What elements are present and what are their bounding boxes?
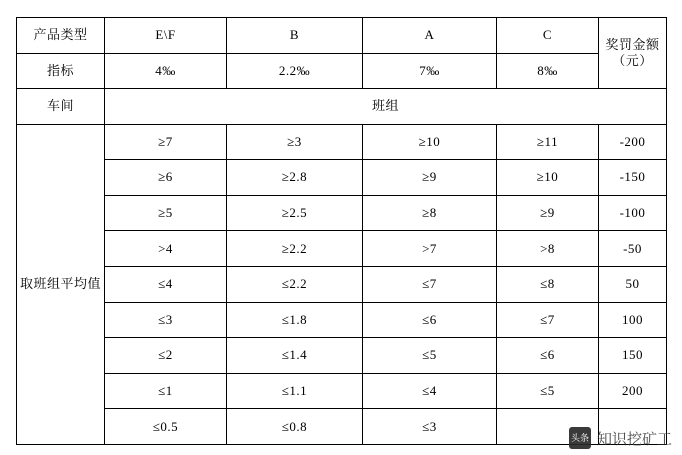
team-average-label: 取班组平均值: [17, 124, 105, 444]
cell-a: ≥8: [363, 195, 497, 231]
workshop-label: 车间: [17, 89, 105, 125]
cell-ef: ≥6: [105, 160, 227, 196]
cell-amount: -100: [599, 195, 667, 231]
table-row: [17, 231, 667, 267]
cell-c: ≤5: [497, 373, 599, 409]
cell-ef: ≥7: [105, 124, 227, 160]
cell-b: ≤2.2: [227, 267, 363, 303]
cell-b: ≤1.8: [227, 302, 363, 338]
indicator-value-a: 7‰: [363, 53, 497, 89]
cell-c: ≤8: [497, 267, 599, 303]
table-row: [17, 18, 667, 54]
cell-ef: ≤3: [105, 302, 227, 338]
cell-a: ≤4: [363, 373, 497, 409]
logo-text: 头条: [570, 433, 589, 443]
watermark: [569, 427, 672, 449]
table-row: [17, 89, 667, 125]
cell-c: ≤6: [497, 338, 599, 374]
table-row: [17, 373, 667, 409]
cell-b: ≥2.2: [227, 231, 363, 267]
cell-a: ≥10: [363, 124, 497, 160]
cell-c: >8: [497, 231, 599, 267]
cell-amount: 200: [599, 373, 667, 409]
reward-penalty-table: [16, 17, 667, 445]
cell-amount: -50: [599, 231, 667, 267]
table-container: [16, 17, 666, 445]
cell-amount: -200: [599, 124, 667, 160]
cell-b: ≤0.8: [227, 409, 363, 445]
reward-amount-header: 奖罚金额（元）: [599, 18, 667, 89]
column-header-c: C: [497, 18, 599, 54]
column-header-a: A: [363, 18, 497, 54]
cell-amount: 50: [599, 267, 667, 303]
table-row: [17, 160, 667, 196]
cell-c: ≥10: [497, 160, 599, 196]
watermark-text: 知识挖矿工: [596, 430, 672, 448]
toutiao-logo-icon: [569, 427, 591, 449]
table-row: [17, 195, 667, 231]
cell-amount: 150: [599, 338, 667, 374]
cell-b: ≥2.8: [227, 160, 363, 196]
cell-ef: ≤4: [105, 267, 227, 303]
table-row: [17, 302, 667, 338]
indicator-value-c: 8‰: [497, 53, 599, 89]
team-merged-cell: 班组: [105, 89, 667, 125]
column-header-b: B: [227, 18, 363, 54]
cell-a: ≤5: [363, 338, 497, 374]
cell-b: ≥3: [227, 124, 363, 160]
cell-a: >7: [363, 231, 497, 267]
cell-ef: ≤1: [105, 373, 227, 409]
cell-b: ≤1.1: [227, 373, 363, 409]
cell-c: ≥9: [497, 195, 599, 231]
cell-ef: >4: [105, 231, 227, 267]
cell-amount: -150: [599, 160, 667, 196]
cell-c: ≥11: [497, 124, 599, 160]
cell-a: ≥9: [363, 160, 497, 196]
column-header-ef: E\F: [105, 18, 227, 54]
table-row: [17, 124, 667, 160]
cell-a: ≤6: [363, 302, 497, 338]
cell-ef: ≤2: [105, 338, 227, 374]
cell-c: ≤7: [497, 302, 599, 338]
cell-b: ≥2.5: [227, 195, 363, 231]
cell-amount: 100: [599, 302, 667, 338]
cell-ef: ≥5: [105, 195, 227, 231]
cell-b: ≤1.4: [227, 338, 363, 374]
table-row: [17, 53, 667, 89]
indicator-label: 指标: [17, 53, 105, 89]
indicator-value-b: 2.2‰: [227, 53, 363, 89]
product-type-label: 产品类型: [17, 18, 105, 54]
cell-a: ≤7: [363, 267, 497, 303]
cell-ef: ≤0.5: [105, 409, 227, 445]
table-row: [17, 267, 667, 303]
cell-a: ≤3: [363, 409, 497, 445]
indicator-value-ef: 4‰: [105, 53, 227, 89]
table-row: [17, 338, 667, 374]
